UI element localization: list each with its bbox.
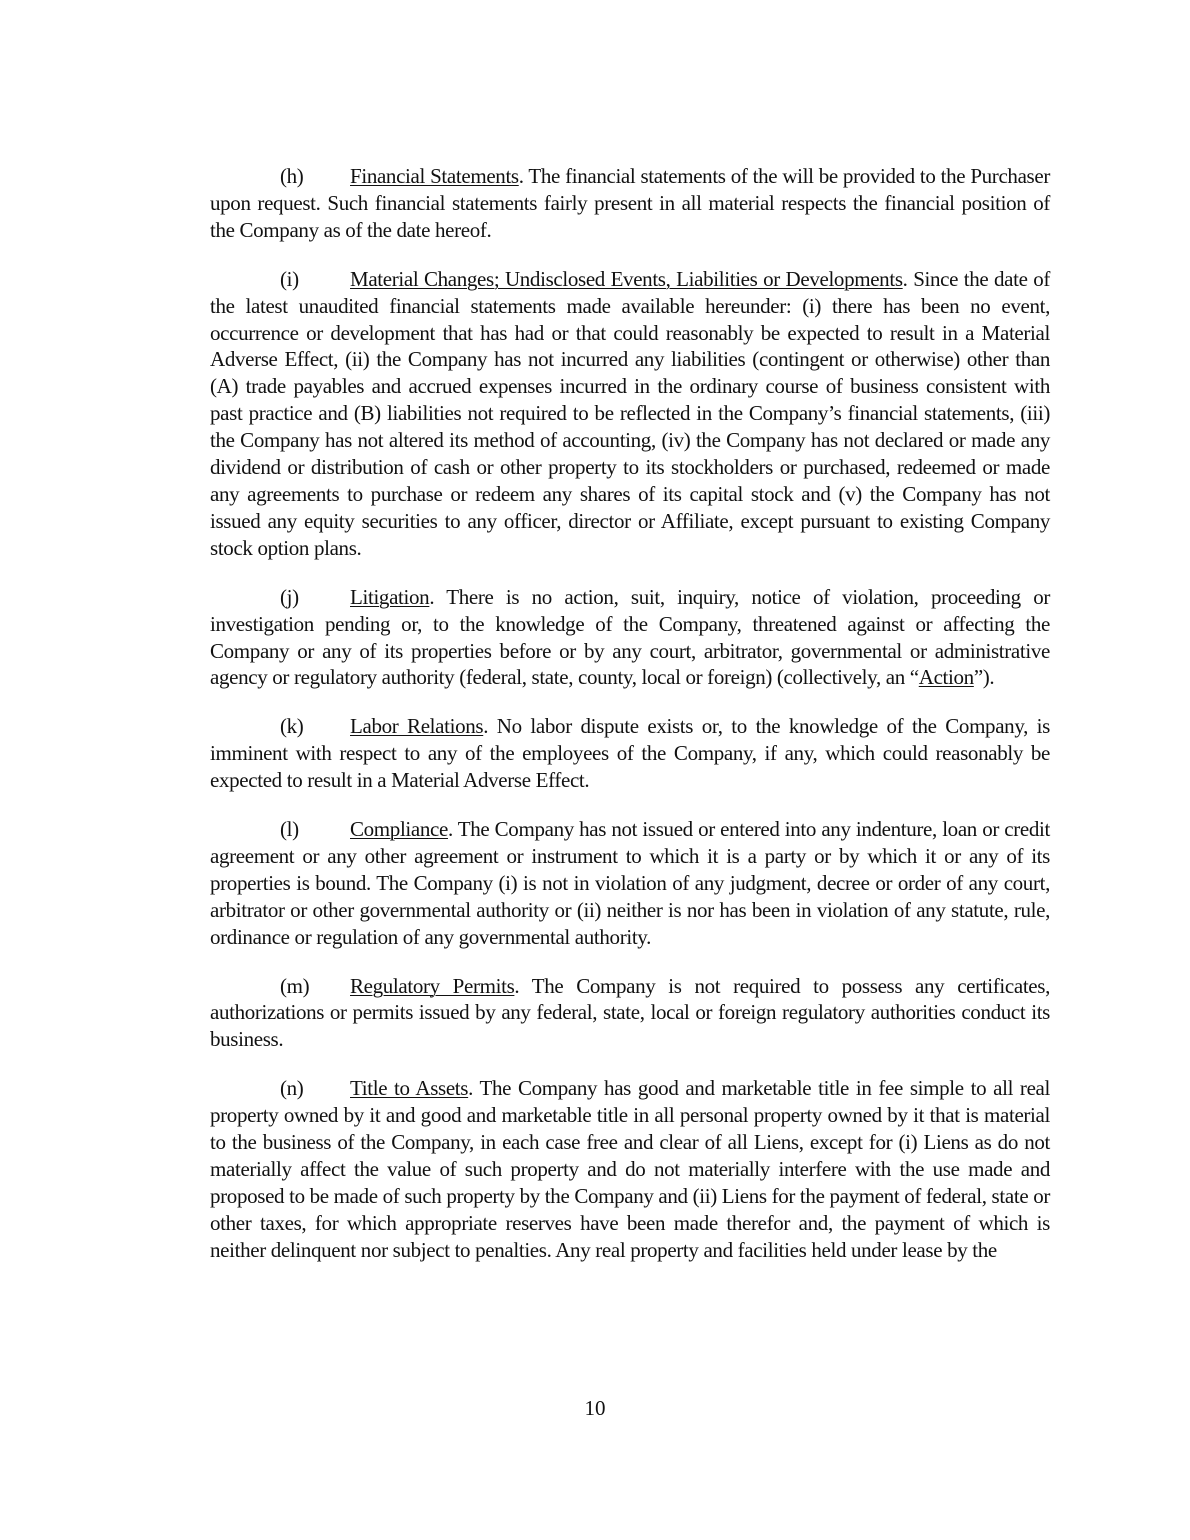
section-n-title-to-assets bbox=[210, 1075, 1050, 1263]
section-m-regulatory-permits bbox=[210, 973, 1050, 1054]
section-i-material-changes bbox=[210, 266, 1050, 562]
section-h-financial-statements bbox=[210, 163, 1050, 244]
section-l-compliance bbox=[210, 816, 1050, 951]
section-heading: Financial Statements bbox=[350, 164, 519, 188]
section-body-end: ”). bbox=[973, 665, 995, 690]
section-j-litigation bbox=[210, 584, 1050, 692]
defined-term-action: Action bbox=[918, 665, 974, 690]
document-page bbox=[210, 163, 1050, 1286]
section-heading: Labor Relations bbox=[350, 714, 484, 739]
section-heading: Material Changes; Undisclosed Events, Liabilities or Developments bbox=[350, 266, 903, 291]
section-label: (n) bbox=[280, 1076, 304, 1101]
section-label: (j) bbox=[280, 584, 299, 609]
section-heading: Litigation bbox=[350, 584, 430, 609]
section-label: (i) bbox=[280, 266, 299, 291]
section-body: . There is no action, suit, inquiry, notice of violation, proceeding or investigation pending or, to the knowledge of the Company, threatened against or affecting the Company or any of its properties before or by any court, arbitrator, governmental or administrative agency or regulatory authority (federal, state, county, local or foreign) (collectively, an “ bbox=[210, 584, 1050, 690]
page-number: 10 bbox=[584, 1396, 606, 1420]
section-body: . The Company has not issued or entered into any indenture, loan or credit agreement or any other agreement or instrument to which it is a party or by which it or any of its properties is bound. The Company (i) is not in violation of any judgment, decree or order of any court, arbitrator or other governmental authority or (ii) neither is nor has been in violation of any statute, rule, ordinance or regulation of any governmental authority. bbox=[210, 817, 1050, 949]
section-label: (k) bbox=[280, 714, 304, 739]
section-body: . No labor dispute exists or, to the knowledge of the Company, is imminent with respect to any of the employees of the Company, if any, which could reasonably be expected to result in a Material Adverse Effect. bbox=[210, 714, 1050, 793]
section-heading: Regulatory Permits bbox=[350, 973, 515, 998]
section-label: (l) bbox=[280, 817, 299, 842]
section-label: (h) bbox=[280, 164, 304, 188]
section-heading: Title to Assets bbox=[350, 1076, 469, 1101]
section-k-labor-relations bbox=[210, 713, 1050, 794]
section-body: . The Company has good and marketable title in fee simple to all real property owned by it and good and marketable title in all personal property owned by it that is material to the business of the Company, in each case free and clear of all Liens, except for (i) Liens as do not materially affect the value of such property and do not materially interfere with the use made and proposed to be made of such property by the Company and (ii) Liens for the payment of federal, state or other taxes, for which appropriate reserves have been made therefor and, the payment of which is neither delinquent nor subject to penalties. Any real property and facilities held under lease by the bbox=[210, 1076, 1050, 1262]
section-label: (m) bbox=[280, 973, 310, 998]
section-body: . Since the date of the latest unaudited financial statements made available hereunder: (i) there has been no event, occurrence or development that has had or that could reasonably be expected to result in a Material Adverse Effect, (ii) the Company has not incurred any liabilities (contingent or otherwise) other than (A) trade payables and accrued expenses incurred in the ordinary course of business consistent with past practice and (B) liabilities not required to be reflected in the Company’s financial statements, (iii) the Company has not altered its method of accounting, (iv) the Company has not declared or made any dividend or distribution of cash or other property to its stockholders or purchased, redeemed or made any agreements to purchase or redeem any shares of its capital stock and (v) the Company has not issued any equity securities to any officer, director or Affiliate, except pursuant to existing Company stock option plans. bbox=[210, 266, 1050, 560]
section-body: . The financial statements of the will be provided to the Purchaser upon request. Such financial statements fairly present in all material respects the financial position of the Company as of the date hereof. bbox=[210, 164, 1050, 242]
section-heading: Compliance bbox=[350, 817, 448, 842]
section-body: . The Company is not required to possess any certificates, authorizations or permits issued by any federal, state, local or foreign regulatory authorities conduct its business. bbox=[210, 973, 1050, 1052]
